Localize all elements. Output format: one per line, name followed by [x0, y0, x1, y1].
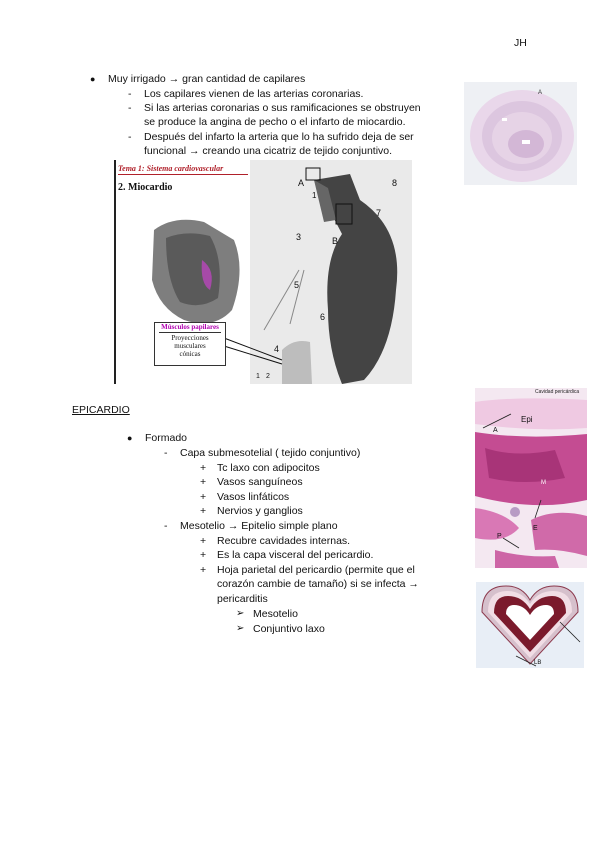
- figure-label: LB: [534, 660, 542, 666]
- figure-label: P: [497, 533, 502, 540]
- list-item-sub: Los capilares vienen de las arterias coronarias.: [144, 88, 364, 100]
- figure-label: A: [493, 427, 498, 434]
- bullet-dot: ●: [90, 74, 96, 84]
- slide-title: 2. Miocardio: [118, 182, 173, 193]
- list-item: Conjuntivo laxo: [253, 623, 325, 635]
- list-item-cont: corazón cambie de tamaño) si se infecta →: [217, 578, 419, 590]
- papilares-line: Proyecciones: [171, 334, 209, 342]
- histology-cross-section-image: [464, 82, 577, 185]
- bullet-dash: -: [164, 520, 168, 532]
- figure-label: A: [538, 90, 543, 96]
- list-item-sub: Después del infarto la arteria que lo ha sufrido deja de ser: [144, 131, 414, 143]
- heart-layers-diagram: [476, 582, 584, 668]
- papilares-line: musculares: [174, 342, 206, 350]
- figure-label: 4: [274, 344, 280, 354]
- bullet-plus: +: [200, 462, 207, 474]
- list-item: Vasos sanguíneos: [217, 476, 303, 488]
- list-item-formado: Formado: [145, 432, 188, 444]
- figure-label: 3: [296, 232, 302, 242]
- list-item-cont: pericarditis: [217, 593, 268, 605]
- arrow-bullet: ➢: [236, 623, 245, 634]
- bullet-plus: +: [200, 564, 207, 576]
- papilares-title: Músculos papilares: [161, 323, 219, 331]
- bullet-plus: +: [200, 549, 207, 561]
- header-initials: JH: [514, 37, 527, 49]
- figure-label: 5: [294, 280, 300, 290]
- list-item: Tc laxo con adipocitos: [217, 462, 320, 474]
- list-item: Mesotelio: [253, 608, 298, 620]
- figure-header: Cavidad pericárdica: [535, 389, 580, 395]
- papilares-line: cónicas: [179, 350, 201, 358]
- list-item: Vasos linfáticos: [217, 491, 290, 503]
- miocardio-figure: [114, 160, 412, 384]
- bullet-plus: +: [200, 535, 207, 547]
- bullet-plus: +: [200, 505, 207, 517]
- list-item: Recubre cavidades internas.: [217, 535, 351, 547]
- list-item: Hoja parietal del pericardio (permite que el: [217, 564, 415, 576]
- figure-label: 8: [392, 178, 398, 188]
- bullet-dot: ●: [127, 433, 133, 443]
- figure-label: 1: [312, 191, 317, 200]
- list-item: Es la capa visceral del pericardio.: [217, 549, 374, 561]
- figure-label: 1: [256, 373, 260, 380]
- figure-label: B: [332, 236, 339, 246]
- list-item-sub-cont: funcional → creando una cicatriz de tejido conjuntivo.: [144, 145, 393, 157]
- list-item-mesotelio: Mesotelio → Epitelio simple plano: [180, 520, 338, 532]
- figure-label: M: [541, 480, 546, 486]
- epicardio-histology-image: [475, 388, 587, 568]
- list-item-sub: Si las arterias coronarias o sus ramificaciones se obstruyen: [144, 102, 421, 114]
- list-item-submesotelial: Capa submesotelial ( tejido conjuntivo): [180, 447, 361, 459]
- arrow-bullet: ➢: [236, 608, 245, 619]
- section-title-epicardio: EPICARDIO: [72, 404, 130, 416]
- bullet-plus: +: [200, 491, 207, 503]
- figure-label: E: [533, 525, 538, 532]
- list-item: Nervios y ganglios: [217, 505, 303, 517]
- list-item-sub-cont: se produce la angina de pecho o el infarto de miocardio.: [144, 116, 406, 128]
- figure-label: 2: [266, 373, 270, 380]
- bullet-plus: +: [200, 476, 207, 488]
- figure-label: Epi: [521, 415, 533, 424]
- papilares-caption-box: [154, 322, 226, 366]
- bullet-dash: -: [128, 102, 132, 114]
- figure-label: 6: [320, 312, 326, 322]
- figure-label: A: [298, 178, 305, 188]
- list-item-main: Muy irrigado → gran cantidad de capilares: [108, 73, 306, 85]
- slide-header: Tema 1: Sistema cardiovascular: [118, 164, 224, 173]
- slide-header-rule: [118, 174, 248, 175]
- figure-label: 7: [376, 208, 382, 218]
- bullet-dash: -: [128, 131, 132, 143]
- bullet-dash: -: [164, 447, 168, 459]
- bullet-dash: -: [128, 88, 132, 100]
